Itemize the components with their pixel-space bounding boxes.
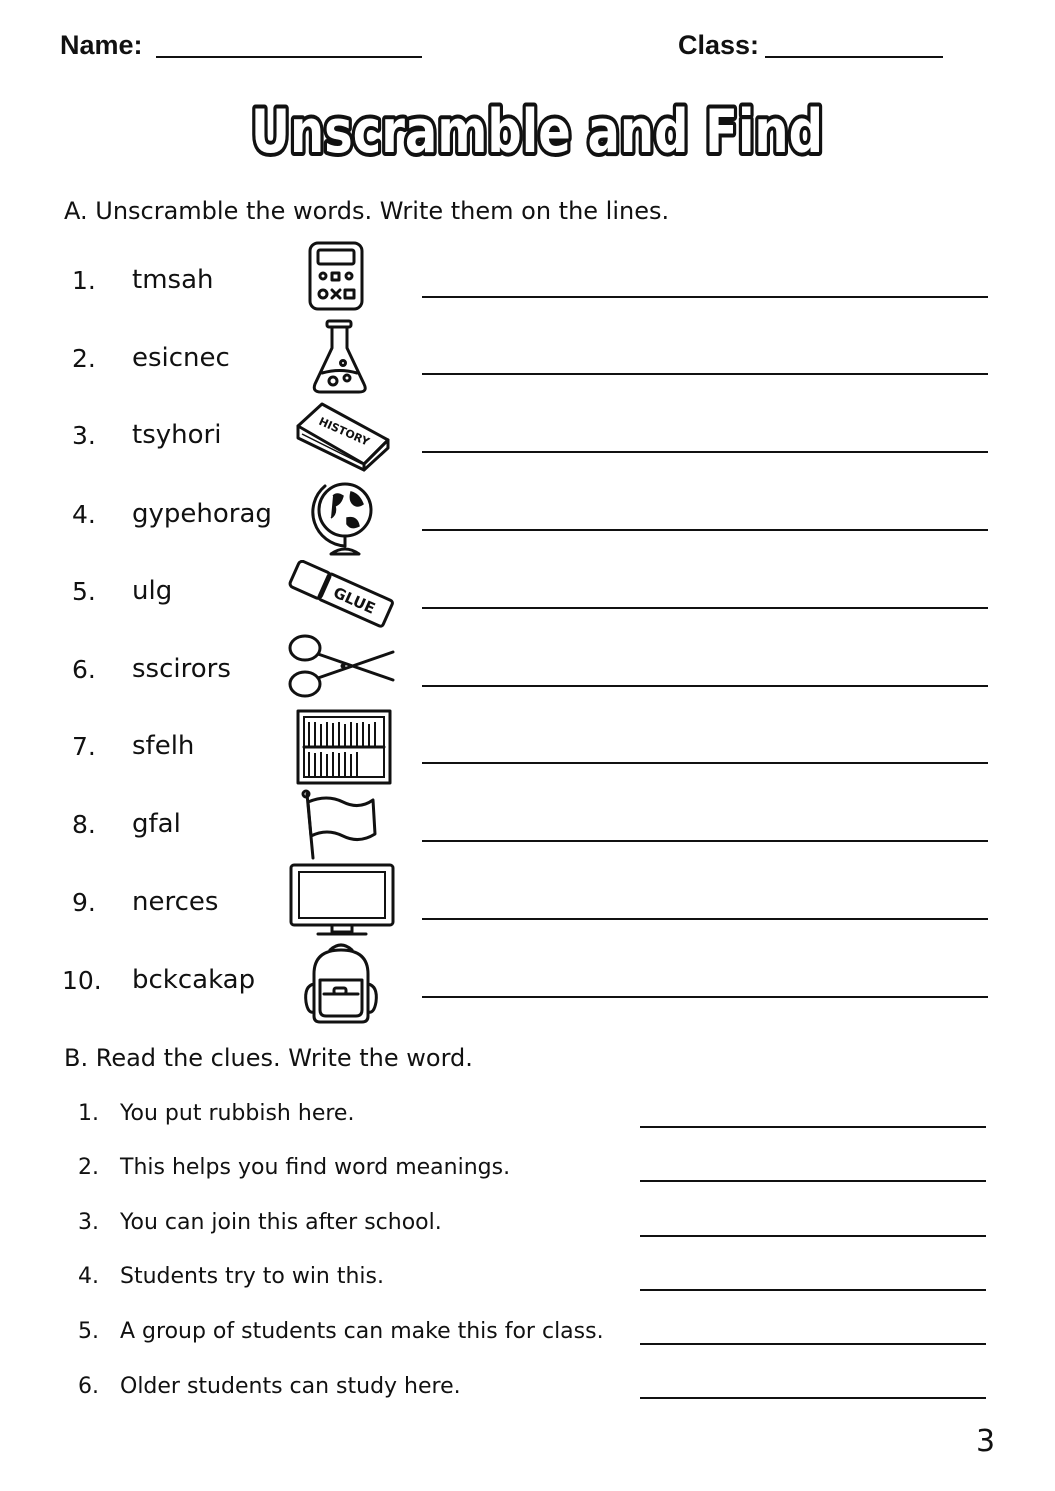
page-title-text: Unscramble and Find: [251, 97, 823, 167]
section-a-instruction: A. Unscramble the words. Write them on the lines.: [64, 197, 670, 225]
clue-answer-line[interactable]: [640, 1289, 986, 1291]
item-number: 8.: [72, 810, 96, 839]
glue-stick-label: GLUE: [330, 583, 378, 618]
flag-icon: [297, 788, 381, 860]
item-number: 3.: [72, 421, 96, 450]
clue-answer-line[interactable]: [640, 1235, 986, 1237]
answer-line[interactable]: [422, 918, 988, 920]
clue-number: 1.: [78, 1101, 99, 1126]
page-number: 3: [976, 1424, 996, 1459]
backpack-icon: [300, 940, 382, 1024]
class-label: Class:: [678, 30, 760, 60]
answer-line[interactable]: [422, 840, 988, 842]
scrambled-word: gfal: [132, 809, 181, 839]
history-book-icon: [292, 400, 392, 472]
clue-text: Older students can study here.: [120, 1374, 461, 1399]
glue-stick-icon: [286, 560, 398, 628]
clue-text: Students try to win this.: [120, 1264, 384, 1289]
clue-text: You put rubbish here.: [120, 1101, 355, 1126]
section-b-instruction: B. Read the clues. Write the word.: [64, 1044, 473, 1072]
class-field[interactable]: [765, 56, 943, 58]
history-book-label: HISTORY: [316, 414, 372, 449]
clue-answer-line[interactable]: [640, 1397, 986, 1399]
item-number: 5.: [72, 577, 96, 606]
answer-line[interactable]: [422, 607, 988, 609]
item-number: 9.: [72, 888, 96, 917]
scrambled-word: tmsah: [132, 265, 214, 295]
item-number: 4.: [72, 500, 96, 529]
answer-line[interactable]: [422, 685, 988, 687]
scrambled-word: sfelh: [132, 731, 195, 761]
clue-answer-line[interactable]: [640, 1180, 986, 1182]
answer-line[interactable]: [422, 762, 988, 764]
name-field[interactable]: [156, 56, 422, 58]
clue-answer-line[interactable]: [640, 1126, 986, 1128]
bookshelf-icon: [295, 708, 393, 786]
clue-text: This helps you find word meanings.: [120, 1155, 511, 1180]
answer-line[interactable]: [422, 996, 988, 998]
item-number: 7.: [72, 732, 96, 761]
scrambled-word: tsyhori: [132, 420, 222, 450]
name-label: Name:: [60, 30, 143, 60]
scrambled-word: gypehorag: [132, 499, 272, 529]
scrambled-word: esicnec: [132, 343, 230, 373]
clue-answer-line[interactable]: [640, 1343, 986, 1345]
clue-number: 6.: [78, 1374, 99, 1399]
answer-line[interactable]: [422, 529, 988, 531]
screen-icon: [288, 862, 396, 938]
scrambled-word: nerces: [132, 887, 219, 917]
scrambled-word: sscirors: [132, 654, 231, 684]
clue-number: 3.: [78, 1210, 99, 1235]
calculator-icon: [305, 240, 367, 312]
clue-text: You can join this after school.: [120, 1210, 442, 1235]
scissors-icon: [285, 630, 397, 702]
clue-number: 4.: [78, 1264, 99, 1289]
item-number: 10.: [62, 966, 102, 995]
item-number: 2.: [72, 344, 96, 373]
answer-line[interactable]: [422, 296, 988, 298]
clue-number: 5.: [78, 1319, 99, 1344]
scrambled-word: bckcakap: [132, 965, 256, 995]
flask-icon: [305, 318, 375, 396]
answer-line[interactable]: [422, 373, 988, 375]
item-number: 1.: [72, 266, 96, 295]
globe-icon: [307, 474, 379, 558]
clue-number: 2.: [78, 1155, 99, 1180]
answer-line[interactable]: [422, 451, 988, 453]
item-number: 6.: [72, 655, 96, 684]
clue-text: A group of students can make this for class.: [120, 1319, 604, 1344]
scrambled-word: ulg: [132, 576, 173, 606]
page-title: [0, 86, 1055, 176]
